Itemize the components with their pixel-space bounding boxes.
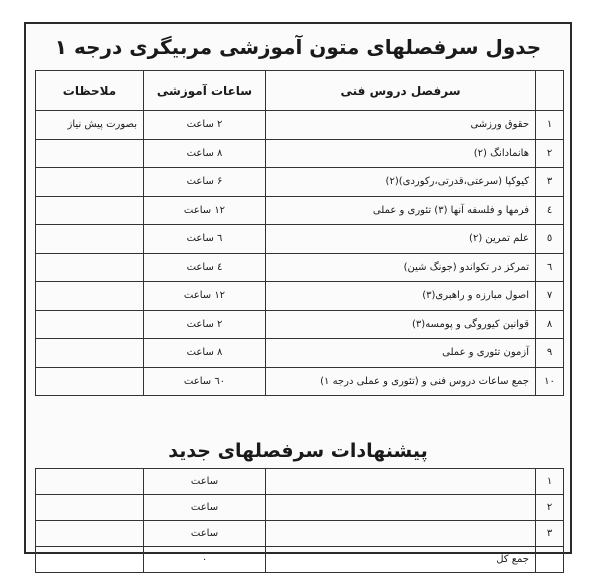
row-number: ۱: [536, 111, 564, 140]
row-number: ۱۰: [536, 367, 564, 396]
course-hours: ۱۲ ساعت: [144, 196, 266, 225]
table-row: [36, 521, 564, 547]
course-name: جمع کل: [266, 547, 536, 573]
course-hours: ساعت: [144, 469, 266, 495]
course-hours: ساعت: [144, 521, 266, 547]
course-hours: ۸ ساعت: [144, 339, 266, 368]
course-name: هانمادانگ (۲): [266, 139, 536, 168]
course-name: آزمون تئوری و عملی: [266, 339, 536, 368]
course-notes: [36, 547, 144, 573]
row-number: ۸: [536, 310, 564, 339]
course-hours: ٦٠ ساعت: [144, 367, 266, 396]
table-row: [36, 367, 564, 396]
document-frame: [24, 22, 572, 565]
table-row: [36, 547, 564, 573]
course-hours: ۰: [144, 547, 266, 573]
table-row: [36, 495, 564, 521]
course-hours: ساعت: [144, 495, 266, 521]
course-notes: [36, 367, 144, 396]
header-num: [536, 71, 564, 111]
table-row: [36, 253, 564, 282]
proposals-table: [35, 468, 564, 573]
row-number: ۳: [536, 168, 564, 197]
course-name: تمرکز در تکواندو (جونگ شین): [266, 253, 536, 282]
row-number: ٦: [536, 253, 564, 282]
row-number: ٥: [536, 225, 564, 254]
course-notes: [36, 339, 144, 368]
curriculum-table: [35, 70, 564, 396]
course-name: علم تمرین (۲): [266, 225, 536, 254]
section-subtitle: پیشنهادات سرفصلهای جدید: [168, 440, 428, 462]
table-header-row: [36, 71, 564, 111]
header-course: سرفصل دروس فنی: [266, 71, 536, 111]
course-hours: ۶ ساعت: [144, 168, 266, 197]
course-name: اصول مبارزه و راهبری(۳): [266, 282, 536, 311]
row-number: ۹: [536, 339, 564, 368]
table-row: [36, 139, 564, 168]
course-name: [266, 469, 536, 495]
table-row: [36, 225, 564, 254]
course-hours: ۸ ساعت: [144, 139, 266, 168]
row-number: ۳: [536, 521, 564, 547]
table-row: [36, 339, 564, 368]
table-row: [36, 168, 564, 197]
course-notes: [36, 521, 144, 547]
course-notes: [36, 196, 144, 225]
course-notes: [36, 168, 144, 197]
row-number: ۱: [536, 469, 564, 495]
course-notes: [36, 139, 144, 168]
header-notes: ملاحظات: [36, 71, 144, 111]
course-name: جمع ساعات دروس فنی و (تئوری و عملی درجه ۱): [266, 367, 536, 396]
course-hours: ۲ ساعت: [144, 111, 266, 140]
course-name: فرمها و فلسفه آنها (۳) تئوری و عملی: [266, 196, 536, 225]
course-notes: [36, 282, 144, 311]
table-row: [36, 310, 564, 339]
table-row: [36, 111, 564, 140]
course-hours: ۱۲ ساعت: [144, 282, 266, 311]
row-number: ٤: [536, 196, 564, 225]
course-notes: [36, 310, 144, 339]
row-number: ۲: [536, 495, 564, 521]
row-number: ۷: [536, 282, 564, 311]
table-row: [36, 196, 564, 225]
course-notes: [36, 469, 144, 495]
page-title: جدول سرفصلهای متون آموزشی مربیگری درجه ۱: [54, 35, 542, 59]
course-name: کیوکپا (سرعتی،قدرتی،رکوردی)(۲): [266, 168, 536, 197]
course-notes: [36, 253, 144, 282]
course-name: حقوق ورزشی: [266, 111, 536, 140]
course-notes: [36, 225, 144, 254]
row-number: [536, 547, 564, 573]
course-name: [266, 495, 536, 521]
course-name: قوانین کیوروگی و پومسه(۳): [266, 310, 536, 339]
course-name: [266, 521, 536, 547]
table-row: [36, 469, 564, 495]
course-notes: بصورت پیش نیاز: [36, 111, 144, 140]
course-hours: ۲ ساعت: [144, 310, 266, 339]
row-number: ۲: [536, 139, 564, 168]
course-notes: [36, 495, 144, 521]
header-hours: ساعات آموزشی: [144, 71, 266, 111]
course-hours: ٦ ساعت: [144, 225, 266, 254]
course-hours: ٤ ساعت: [144, 253, 266, 282]
table-row: [36, 282, 564, 311]
